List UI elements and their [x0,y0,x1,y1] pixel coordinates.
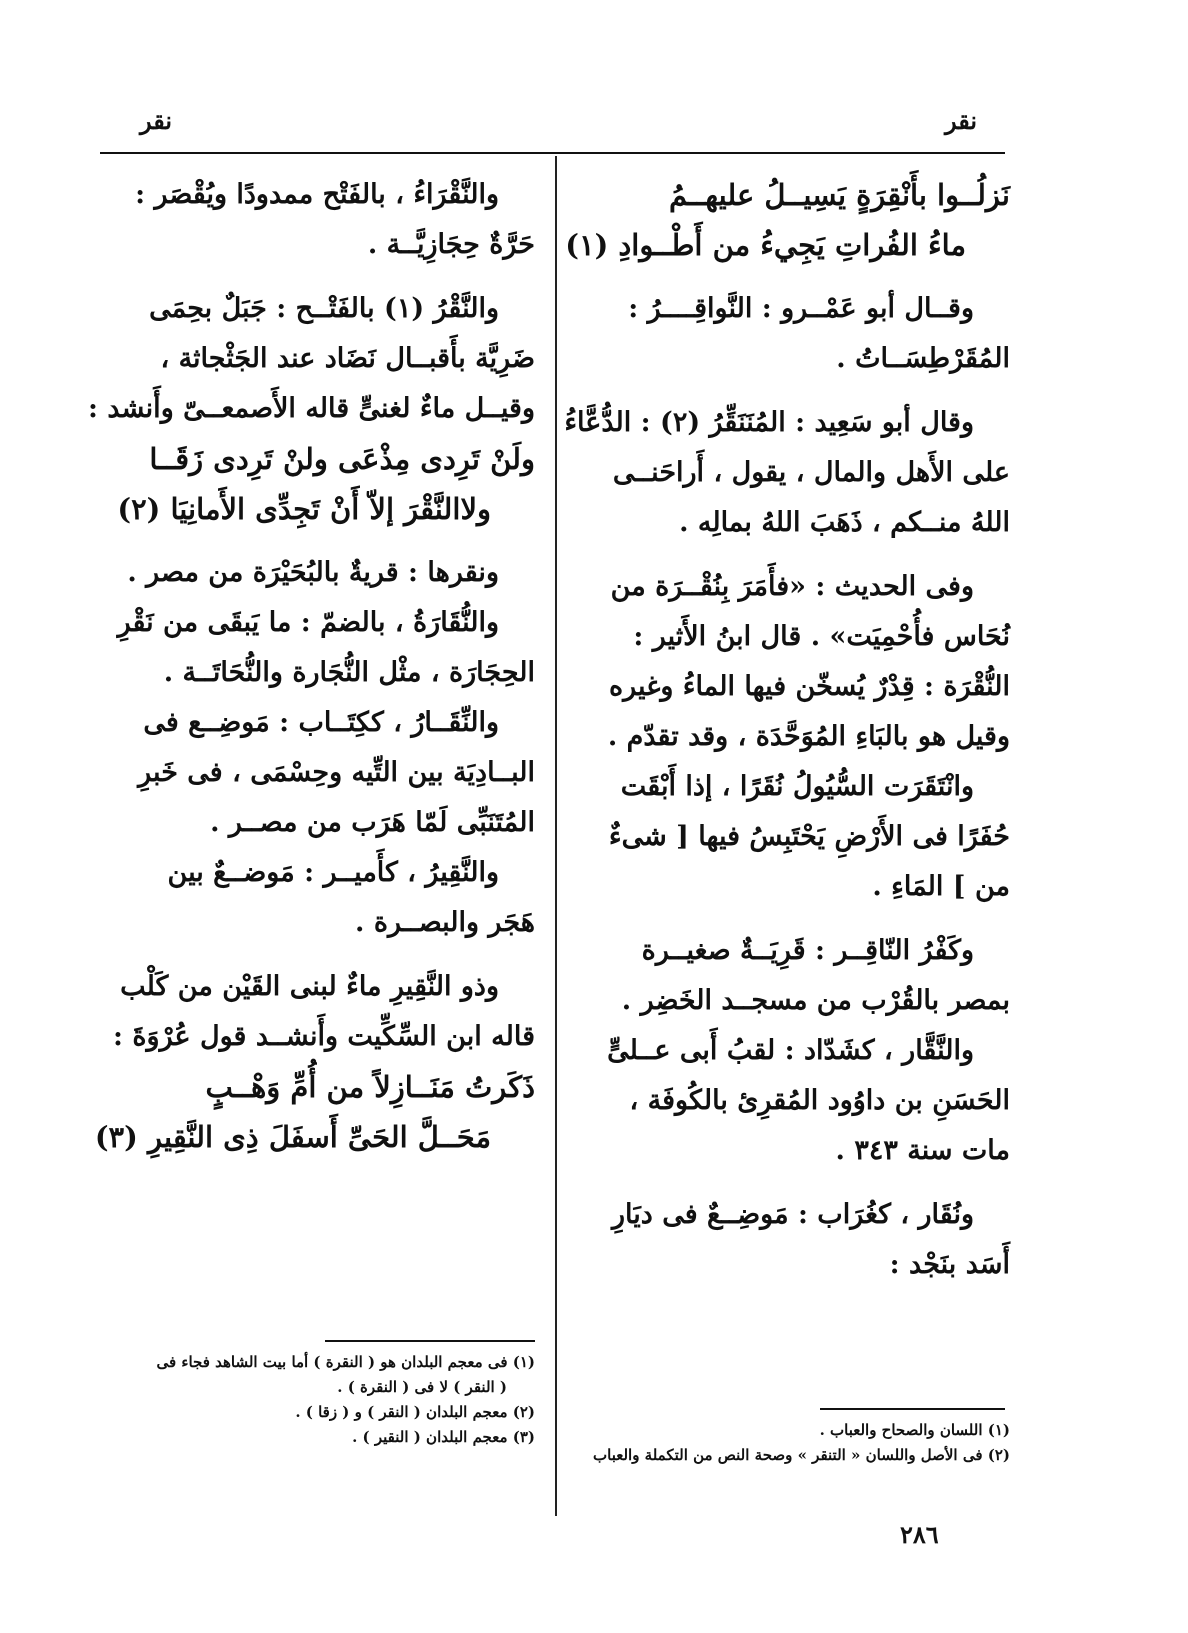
paragraph-gap [600,1176,1010,1190]
left-column [88,170,535,1162]
paragraph-gap [600,270,1010,284]
text-line: البــادِيَة بين التِّيه وحِسْمَى ، فى خَبرِ [138,757,535,788]
page-number: ٢٨٦ [900,1520,939,1549]
text-line: ونقرها : قريةٌ بالبُحَيْرَة من مصر . [127,557,499,588]
footnotes-left [95,1350,535,1450]
footnote-line: (٢) معجم البلدان ( النقر ) و ( زقا ) . [295,1403,535,1421]
text-line: والنُّقَارَةُ ، بالضمّ : ما يَبقَى من نَقْرِ [117,607,499,638]
text-line: وكَفْرُ النّاقِــر : قَرِيَــةٌ صغيــرة [641,935,974,966]
text-line: المُقَرْطِسَــاتُ . [836,343,1010,374]
text-line: الحِجَارَة ، مثْل النُّجَارة والنُّحَاتَــة . [163,657,535,688]
paragraph-gap [95,534,535,548]
verse-line: نَزلُــوا بأَنْقِرَةٍ يَسِيــلُ عليهــمُ [668,178,1010,212]
paragraph-gap [600,912,1010,926]
text-line: النُّقْرَة : قِدْرٌ يُسخّن فيها الماءُ وغيره [609,671,1010,702]
footnote-line: ( النقر ) لا فى ( النقرة ) . [337,1378,507,1396]
text-line: وقيــل ماءٌ لغنىٍّ قاله الأَصمعــىّ وأَنشد : [88,393,535,424]
footnote-rule-left [325,1340,535,1342]
text-line: والنِّقَــارُ ، ككِتَــاب : مَوضِــع فى [143,707,499,738]
footnote-rule-right [820,1408,1005,1410]
text-line: والنَّقَّار ، كشَدّاد : لقبُ أَبى عــلىٍّ [607,1035,974,1066]
text-line: حَرَّةٌ حِجَازِيَّــة . [367,229,535,260]
footnote-line: (٢) فى الأصل واللسان « التنقر » وصحة النص من التكملة والعباب [593,1446,1010,1464]
text-line: من ] المَاءِ . [872,871,1010,902]
text-line: والنَّقْرَاءُ ، بالفَتْح ممدودًا ويُقْصَر : [135,179,499,210]
text-line: أَسَد بنَجْد : [889,1249,1010,1280]
running-header-left: نقر [140,106,173,135]
text-line: وذو النَّقِيرِ ماءٌ لبنى القَيْن من كَلْب [120,971,499,1002]
column-divider [555,156,557,1516]
paragraph-gap [95,270,535,284]
paragraph-gap [95,948,535,962]
footnote-line: (١) فى معجم البلدان هو ( النقرة ) أما بيت الشاهد فجاء فى [156,1353,535,1371]
text-line: اللهُ منــكم ، ذَهَبَ اللهُ بمالِه . [679,507,1010,538]
right-column [564,170,1010,1290]
text-line: هَجَر والبصــرة . [355,907,535,938]
text-line: ونُقَار ، كغُرَاب : مَوضِــعٌ فى ديَارِ [612,1199,974,1230]
verse-line: ماءُ الفُراتِ يَجِيءُ من أَطْــوادِ (١) [565,228,966,262]
text-line: حُفَرًا فى الأَرْضِ يَحْتَبِسُ فيها [ شىءٌ [608,821,1010,852]
text-line: وانْتَقَرَت السُّيُولُ نُقَرًا ، إذا أَبْقَت [620,771,974,802]
paragraph-gap [600,384,1010,398]
text-line: ضَرِيَّة بأَقبــال نَضَاد عند الجَثْجاثة ، [160,343,535,374]
text-line: قاله ابن السِّكِّيت وأَنشــد قول عُرْوَةَ : [113,1021,535,1052]
paragraph-gap [600,548,1010,562]
verse-line: ولاالنَّقْرَ إلاّ أَنْ تَجِدِّى الأَمانِيَا (٢) [117,492,491,526]
verse-line: ولَنْ تَرِدى مِذْعَى ولنْ تَرِدى زَقَــا [149,442,535,476]
text-line: وقــال أبو عَمْــرو : النَّواقِــــرُ : [628,293,974,324]
footnote-line: (١) اللسان والصحاح والعباب . [819,1421,1010,1439]
text-line: والنَّقْرُ (١) بالفَتْــح : جَبَلٌ بحِمَى [149,293,499,324]
text-line: الحَسَنِ بن داوُود المُقرِئ بالكُوفَة ، [629,1085,1010,1116]
footnote-line: (٣) معجم البلدان ( النقير ) . [352,1428,535,1446]
text-line: وفى الحديث : «فأَمَرَ بِنُقْــرَة من [610,571,974,602]
footnotes-right [593,1418,1010,1468]
text-line: والنَّقِيرُ ، كأَميــر : مَوضــعٌ بين [167,857,499,888]
header-rule [100,152,1005,154]
text-line: وقال أبو سَعِيد : المُنَنَقِّرُ (٢) : الدُّعَّاءُ [564,407,974,438]
running-header-right: نقر [945,106,978,135]
text-line: مات سنة ٣٤٣ . [835,1135,1010,1166]
text-line: نُحَاس فأُحْمِيَت» . قال ابنُ الأَثير : [633,621,1010,652]
text-line: بمصر بالقُرْب من مسجــد الخَضِر . [621,985,1010,1016]
verse-line: ذَكَرتُ مَنَــازِلاً من أُمِّ وَهْــبٍ [205,1070,535,1104]
text-line: المُتَنَبِّى لَمّا هَرَب من مصــر . [210,807,535,838]
text-line: على الأَهل والمال ، يقول ، أَراحَنــى [612,457,1010,488]
verse-line: مَحَــلَّ الحَىِّ أَسفَلَ ذِى النَّقِيرِ (٣) [94,1120,491,1154]
text-line: وقيل هو بالبَاءِ المُوَحَّدَة ، وقد تقدّم . [607,721,1010,752]
